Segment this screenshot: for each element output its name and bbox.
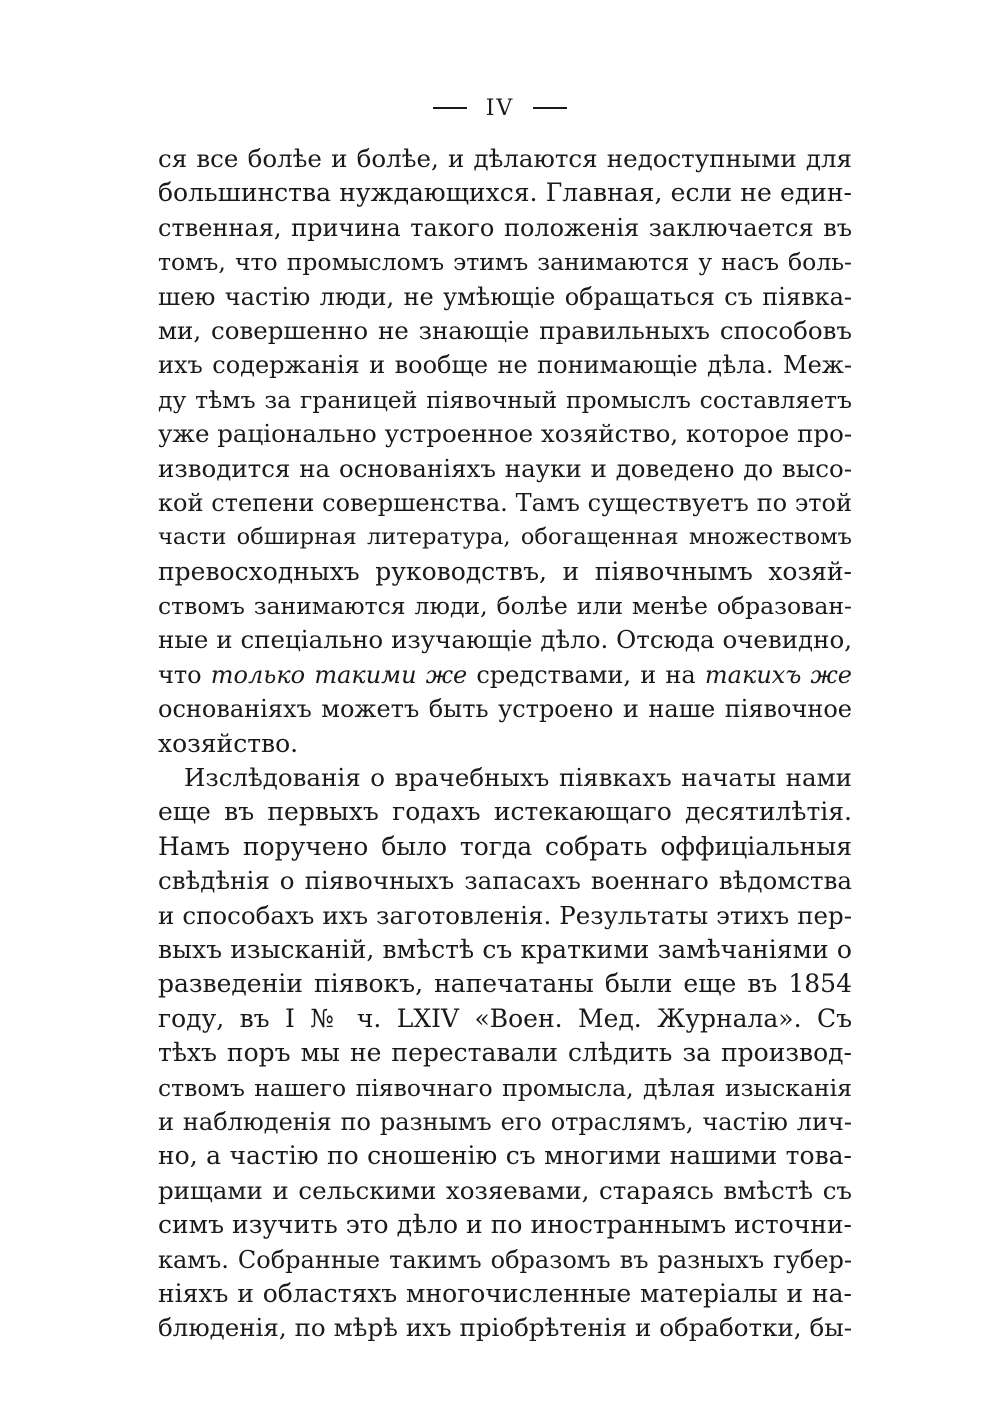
text-line: большинства нуждающихся. Главная, если не един- [158, 178, 852, 208]
text-line: и способахъ ихъ заготовленія. Результаты этихъ пер- [158, 900, 852, 930]
header-dash-left [433, 107, 467, 109]
text-line: превосходныхъ руководствъ, и піявочнымъ хозяй- [158, 556, 852, 586]
text-line: ми, совершенно не знающіе правильныхъ способовъ [158, 315, 852, 345]
text-line: уже раціонально устроенное хозяйство, которое про- [158, 419, 853, 449]
text-line: основаніяхъ можетъ быть устроено и наше піявочное [158, 695, 852, 724]
text-line: ніяхъ и областяхъ многочисленные матеріалы и на- [158, 1278, 852, 1308]
page-header [0, 92, 1000, 122]
text-line: ные и спеціально изучающіе дѣло. Отсюда очевидно, [158, 625, 852, 655]
text-line: камъ. Собранные такимъ образомъ въ разныхъ губер- [158, 1245, 852, 1274]
text-line: ду тѣмъ за границей піявочный промыслъ составляетъ [158, 385, 852, 414]
text-line: блюденія, по мѣрѣ ихъ пріобрѣтенія и обработки, бы- [158, 1313, 852, 1343]
text-line: симъ изучить это дѣло и по иностраннымъ источни- [158, 1210, 852, 1240]
text-line: изводится на основаніяхъ науки и доведено до высо- [158, 453, 852, 483]
text-line: ственная, причина такого положенія заключается въ [158, 213, 852, 242]
text-line: Намъ поручено было тогда собрать оффиціальныя [158, 831, 852, 861]
body-text [158, 142, 852, 1346]
text-line-paragraph-start: Изслѣдованія о врачебныхъ піявкахъ начаты нами [184, 763, 852, 793]
text-line: ся все болѣе и болѣе, и дѣлаются недоступными для [158, 144, 852, 173]
text-line: ствомъ занимаются люди, болѣе или менѣе образован- [158, 592, 852, 621]
text-line: шею частію люди, не умѣющіе обращаться съ піявка- [158, 282, 852, 311]
text-line: томъ, что промысломъ этимъ занимаются у насъ боль- [158, 248, 852, 277]
text-line: выхъ изысканій, вмѣстѣ съ краткими замѣчаніями о [158, 934, 852, 964]
text-line: рищами и сельскими хозяевами, стараясь вмѣстѣ съ [158, 1175, 852, 1205]
text-line: еще въ первыхъ годахъ истекающаго десятилѣтія. [158, 797, 852, 827]
italic-emphasis: только такими же [210, 660, 468, 689]
text-line: году, въ I № ч. LXIV «Воен. Мед. Журнала». Съ [158, 1003, 852, 1033]
text-line: ихъ содержанія и вообще не понимающіе дѣла. Меж- [158, 351, 852, 380]
italic-emphasis: такихъ же [704, 660, 852, 689]
text-line: свѣдѣнія о піявочныхъ запасахъ военнаго вѣдомства [158, 866, 852, 896]
page-number: IV [485, 95, 515, 121]
text-line: разведеніи піявокъ, напечатаны были еще въ 1854 [158, 969, 852, 999]
text-line: части обширная литература, обогащенная множествомъ [158, 524, 852, 551]
text-line: но, а частію по сношенію съ многими нашими това- [158, 1141, 852, 1171]
text-line-paragraph-end: хозяйство. [158, 728, 299, 758]
header-dash-right [533, 107, 567, 109]
text-line: ствомъ нашего піявочнаго промысла, дѣлая изысканія [158, 1073, 852, 1102]
text-line-with-italics [158, 658, 852, 692]
text-line: кой степени совершенства. Тамъ существуетъ по этой [158, 488, 852, 517]
text-segment: средствами, и на [467, 660, 705, 689]
text-line: тѣхъ поръ мы не переставали слѣдить за производ- [158, 1038, 852, 1068]
text-line: и наблюденія по разнымъ его отраслямъ, частію лич- [158, 1107, 852, 1136]
text-segment: что [158, 660, 211, 689]
